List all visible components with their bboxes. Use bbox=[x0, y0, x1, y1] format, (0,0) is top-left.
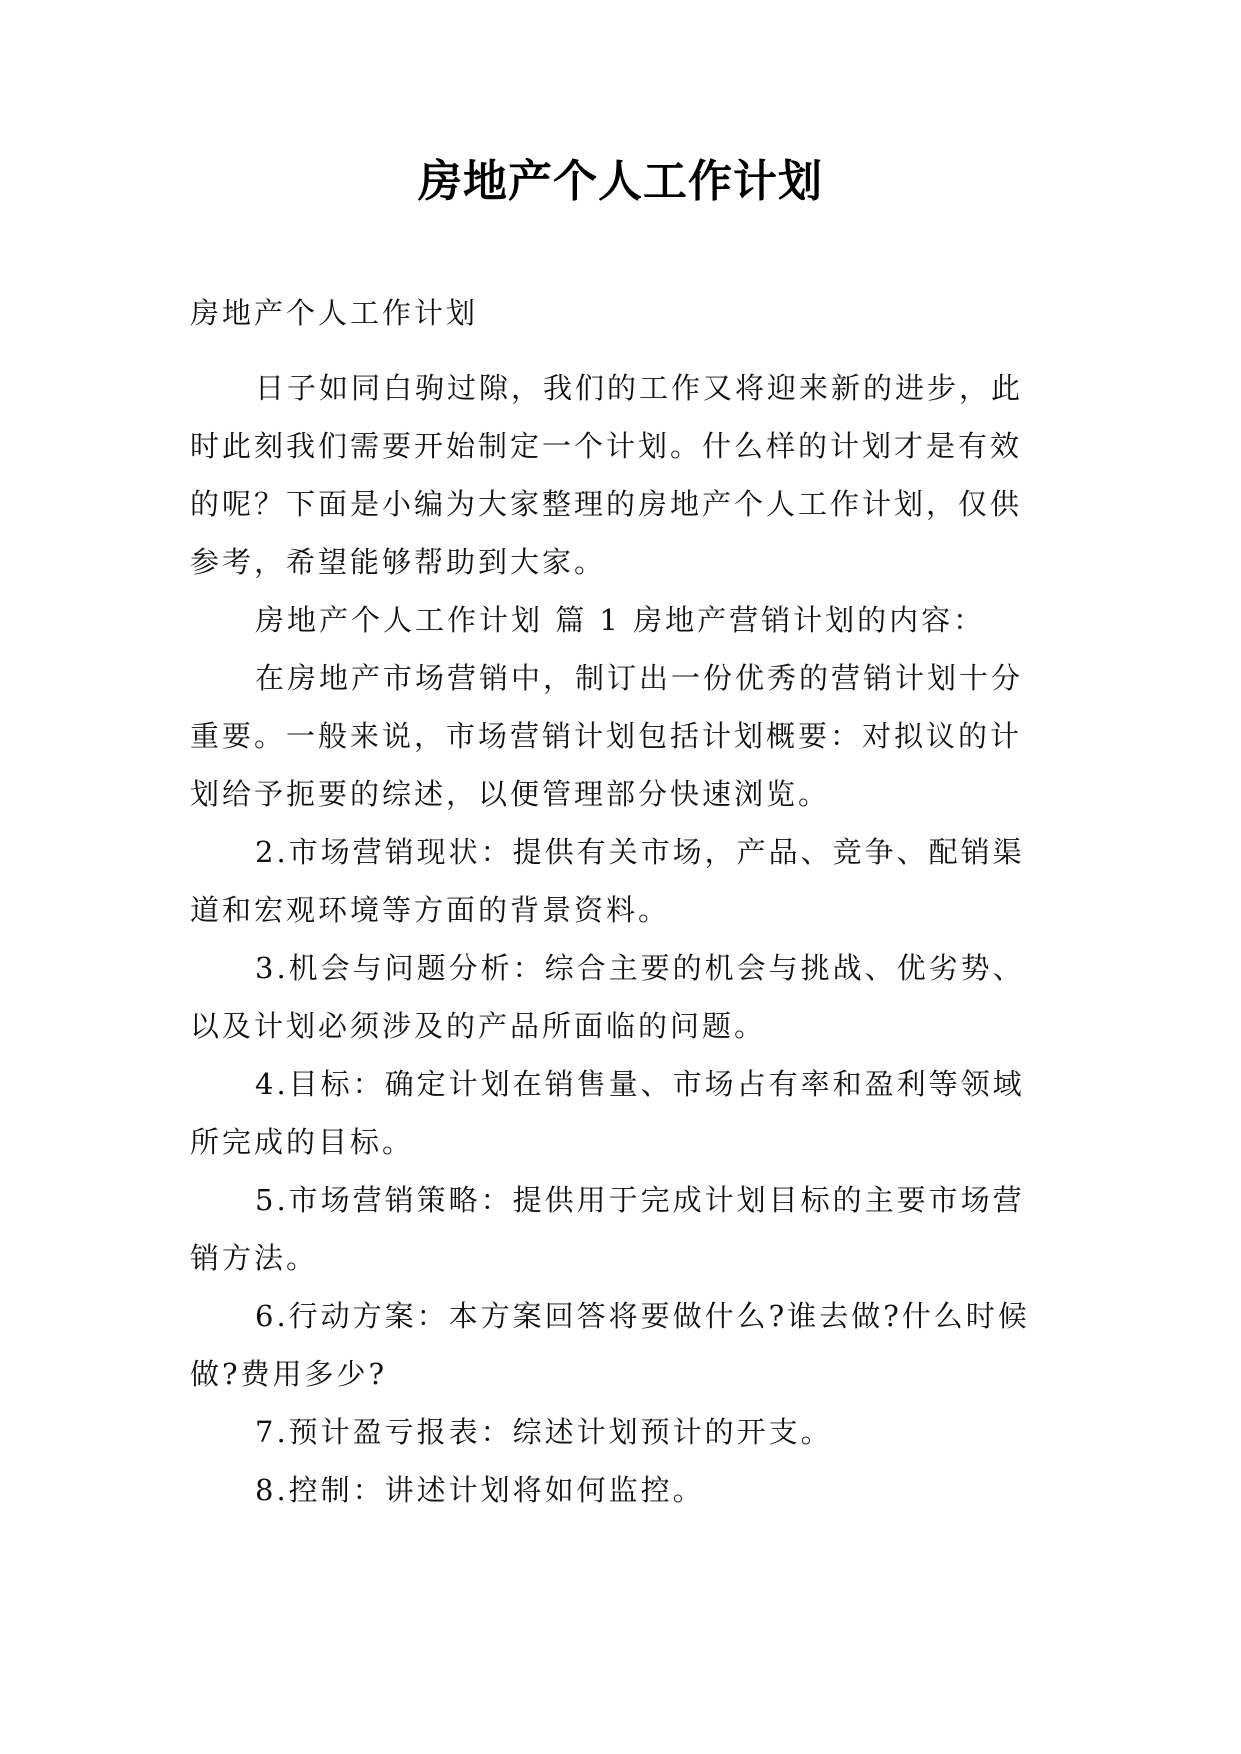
list-item-line: 以及计划必须涉及的产品所面临的问题。 bbox=[190, 1009, 767, 1043]
list-item-line: 7.预计盈亏报表：综述计划预计的开支。 bbox=[255, 1415, 833, 1449]
list-item-line: 2.市场营销现状：提供有关市场，产品、竞争、配销渠 bbox=[255, 835, 1025, 869]
document-subtitle: 房地产个人工作计划 bbox=[190, 296, 479, 330]
list-item-line: 3.机会与问题分析：综合主要的机会与挑战、优劣势、 bbox=[255, 951, 1025, 985]
list-item-line: 道和宏观环境等方面的背景资料。 bbox=[190, 893, 671, 927]
paragraph-line: 在房地产市场营销中，制订出一份优秀的营销计划十分 bbox=[255, 661, 1024, 695]
list-item-line: 4.目标：确定计划在销售量、市场占有率和盈利等领域 bbox=[255, 1067, 1025, 1101]
list-item-line: 8.控制：讲述计划将如何监控。 bbox=[255, 1473, 705, 1507]
list-item-line: 所完成的目标。 bbox=[190, 1125, 415, 1159]
list-item-line: 销方法。 bbox=[190, 1241, 319, 1275]
list-item-line: 5.市场营销策略：提供用于完成计划目标的主要市场营 bbox=[255, 1183, 1025, 1217]
paragraph-line: 的呢？下面是小编为大家整理的房地产个人工作计划，仅供 bbox=[190, 487, 1023, 521]
paragraph-line: 重要。一般来说，市场营销计划包括计划概要：对拟议的计 bbox=[190, 719, 1023, 753]
paragraph-line: 时此刻我们需要开始制定一个计划。什么样的计划才是有效 bbox=[190, 429, 1023, 463]
document-title: 房地产个人工作计划 bbox=[418, 156, 823, 207]
paragraph-line: 划给予扼要的综述，以便管理部分快速浏览。 bbox=[190, 777, 831, 811]
list-item-line: 做?费用多少? bbox=[190, 1357, 388, 1391]
list-item-line: 6.行动方案：本方案回答将要做什么?谁去做?什么时候 bbox=[255, 1299, 1030, 1333]
paragraph-line: 参考，希望能够帮助到大家。 bbox=[190, 545, 607, 579]
paragraph-line: 日子如同白驹过隙，我们的工作又将迎来新的进步，此 bbox=[255, 371, 1024, 405]
section-heading-line: 房地产个人工作计划 篇 1 房地产营销计划的内容： bbox=[255, 603, 986, 637]
